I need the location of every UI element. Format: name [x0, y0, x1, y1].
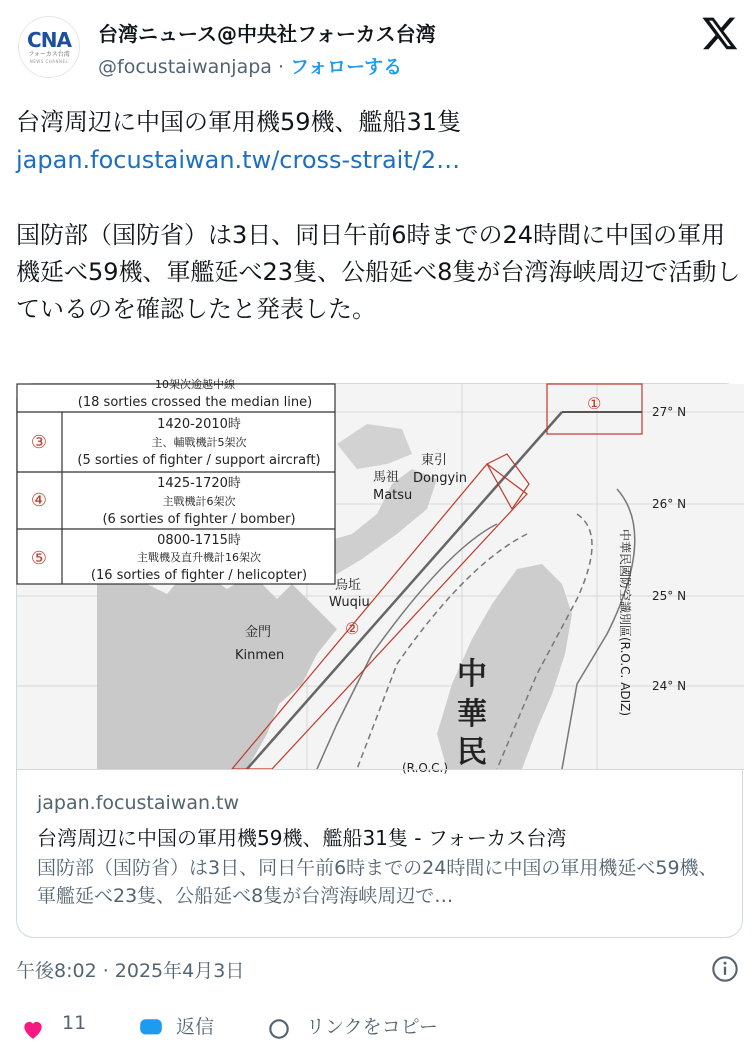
adiz-label: 中華民國防空識別區(R.O.C. ADIZ)	[618, 529, 632, 717]
table-row-4-zh: 主戰機及直升機計16架次	[137, 551, 261, 564]
post-link[interactable]: japan.focustaiwan.tw/cross-strait/2…	[16, 146, 461, 174]
matsu-label-zh: 馬祖	[373, 470, 400, 485]
sortie-table	[17, 377, 335, 584]
author-handle[interactable]: @focustaiwanjapa	[98, 56, 272, 78]
post-body: 国防部（国防省）は3日、同日午前6時までの24時間に中国の軍用機延べ59機、軍艦延べ23隻、公船延べ8隻が台湾海峡周辺で活動しているのを確認したと発表した。	[16, 221, 741, 323]
table-row-2-num: ③	[30, 432, 48, 453]
dongyin-label-en: Dongyin	[413, 471, 467, 486]
table-row-4-en: (16 sorties of fighter / helicopter)	[90, 568, 308, 583]
lat-25-label: 25° N	[652, 589, 687, 603]
table-row-1-time: 10架次逾越中線	[155, 378, 235, 391]
table-row-3-zh: 主戰機計6架次	[162, 495, 236, 508]
lat-24-label: 24° N	[652, 679, 687, 693]
card-map-image	[17, 378, 744, 775]
avatar[interactable]	[18, 16, 80, 78]
dongyin-label-zh: 東引	[421, 453, 448, 468]
info-icon[interactable]	[711, 955, 739, 983]
table-row-1-en: (18 sorties crossed the median line)	[77, 395, 313, 410]
x-logo-icon[interactable]	[701, 14, 739, 52]
like-icon[interactable]	[20, 1016, 46, 1042]
roc-big-1: 中	[457, 657, 487, 692]
reply-icon[interactable]	[138, 1016, 164, 1042]
table-row-4-time: 0800-1715時	[157, 533, 241, 548]
wuqiu-label-en: Wuqiu	[329, 595, 370, 610]
table-row-2-en: (5 sorties of fighter / support aircraft)	[77, 453, 321, 468]
reply-label[interactable]: 返信	[176, 1016, 215, 1038]
card-meta	[17, 769, 744, 939]
zone-2-marker: ②	[345, 619, 360, 638]
author-name[interactable]: 台湾ニュース@中央社フォーカス台湾	[98, 22, 436, 46]
lat-26-label: 26° N	[652, 497, 687, 511]
roc-big-2: 華	[457, 697, 487, 732]
card-description: 国防部（国防省）は3日、同日午前6時までの24時間に中国の軍用機延べ59機、軍艦延べ23隻、公船延べ8隻が台湾海峡周辺で…	[37, 857, 718, 907]
avatar-subtitle: フォーカス台湾	[28, 51, 70, 58]
handle-line	[98, 52, 402, 79]
copy-link-label[interactable]: リンクをコピー	[306, 1016, 438, 1038]
matsu-label-en: Matsu	[373, 488, 413, 503]
roc-small-label: (R.O.C.)	[402, 761, 449, 775]
card-domain: japan.focustaiwan.tw	[37, 792, 240, 814]
cna-logo: CNA	[27, 28, 71, 52]
post-title-line: 台湾周辺に中国の軍用機59機、艦船31隻	[16, 108, 462, 136]
card-title: 台湾周辺に中国の軍用機59機、艦船31隻 - フォーカス台湾	[37, 826, 567, 850]
action-bar	[0, 1012, 755, 1042]
table-row-2-zh: 主、輔戰機計5架次	[151, 436, 247, 449]
separator-dot: ·	[277, 56, 285, 78]
table-row-3-time: 1425-1720時	[157, 476, 241, 491]
copy-link-icon[interactable]	[266, 1016, 292, 1042]
link-card[interactable]	[16, 378, 743, 938]
like-count[interactable]: 11	[62, 1012, 87, 1034]
avatar-subtitle-en: NEWS CHANNEL	[29, 59, 69, 64]
table-row-3-en: (6 sorties of fighter / bomber)	[102, 512, 296, 527]
wuqiu-label-zh: 烏坵	[335, 578, 362, 593]
kinmen-label-en: Kinmen	[235, 648, 285, 663]
lat-27-label: 27° N	[652, 405, 687, 419]
table-row-2-time: 1420-2010時	[157, 417, 241, 432]
table-row-3-num: ④	[30, 490, 48, 511]
table-row-4-num: ⑤	[30, 548, 48, 569]
follow-button[interactable]: フォローする	[290, 56, 403, 78]
roc-big-3: 民	[457, 735, 487, 770]
zone-1-marker: ①	[587, 394, 602, 413]
kinmen-label-zh: 金門	[245, 625, 272, 640]
post-header	[0, 0, 755, 90]
post-timestamp[interactable]: 午後8:02 · 2025年4月3日	[16, 960, 245, 982]
